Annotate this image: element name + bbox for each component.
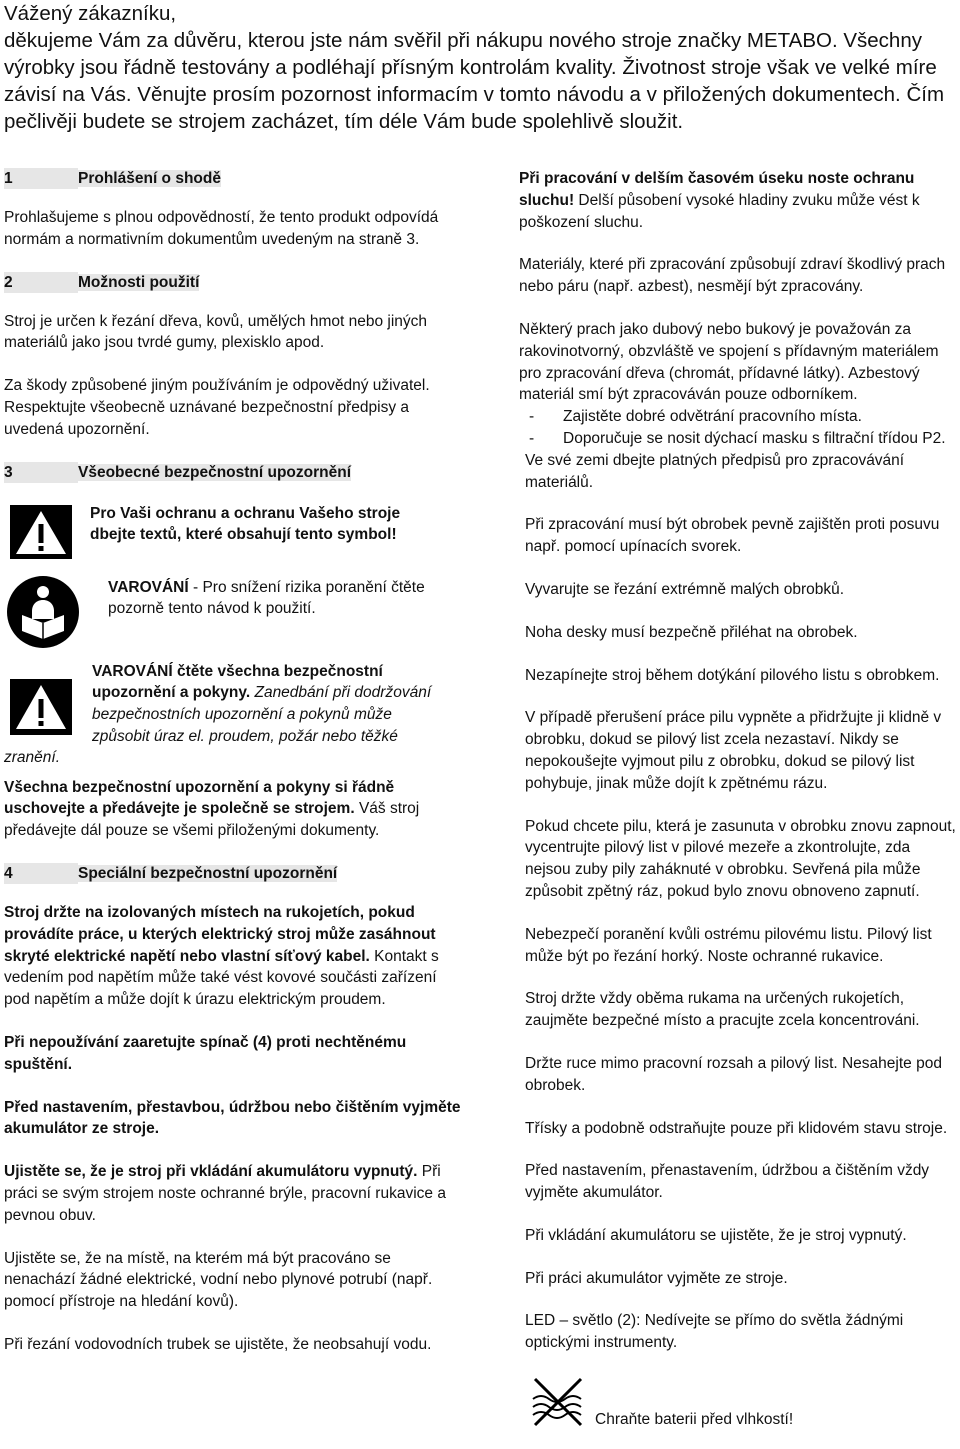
no-water-icon bbox=[529, 1375, 589, 1434]
right-p6: Noha desky musí bezpečně přiléhat na obrobek. bbox=[525, 623, 858, 641]
right-column bbox=[519, 168, 959, 1435]
section-4-p5: Ujistěte se, že na místě, na kterém má být pracováno se nenachází žádné elektrické, vodní nebo plynové potrubí (např. pomocí přístroje na hledání kovů). bbox=[4, 1249, 433, 1311]
right-p17: LED – světlo (2): Nedívejte se přímo do světla žádnými optickými instrumenty. bbox=[525, 1312, 904, 1352]
right-p15: Při vkládání akumulátoru se ujistěte, že je stroj vypnutý. bbox=[525, 1226, 907, 1244]
section-4-p6: Při řezání vodovodních trubek se ujistěte, že neobsahují vodu. bbox=[4, 1335, 432, 1353]
keep-instructions bbox=[4, 777, 464, 842]
right-p5: Vyvarujte se řezání extrémně malých obrobků. bbox=[525, 580, 845, 598]
right-p4: Při zpracování musí být obrobek pevně zajištěn proti posuvu např. pomocí upínacích svorek. bbox=[525, 516, 940, 556]
section-4-heading bbox=[4, 863, 464, 884]
section-3-number: 3 bbox=[4, 462, 78, 483]
symbol-1-text: Pro Vaši ochranu a ochranu Vašeho stroje dbejte textů, které obsahují tento symbol! bbox=[90, 504, 401, 544]
right-p11: Stroj držte vždy oběma rukama na určených rukojetích, zaujměte bezpečné místo a pracujte zcela koncentrováni. bbox=[525, 990, 920, 1030]
section-4-title: Speciální bezpečnostní upozornění bbox=[78, 864, 338, 882]
symbol-2-rest: - Pro snížení rizika poranění čtěte pozorně tento návod k použití. bbox=[108, 578, 425, 618]
battery-moisture-text: Chraňte baterii před vlhkostí! bbox=[595, 1411, 794, 1429]
symbol-row-2 bbox=[4, 569, 464, 649]
section-1-title: Prohlášení o shodě bbox=[78, 170, 221, 187]
section-4-p2: Při nepoužívání zaaretujte spínač (4) proti nechtěnému spuštění. bbox=[4, 1033, 407, 1073]
section-3-heading bbox=[4, 462, 464, 483]
section-4-p4-bold: Ujistěte se, že je stroj při vkládání akumulátoru vypnutý. bbox=[4, 1163, 418, 1181]
section-3-title: Všeobecné bezpečnostní upozornění bbox=[78, 463, 352, 481]
section-2-title: Možnosti použití bbox=[78, 273, 200, 291]
symbol-2-bold: VAROVÁNÍ bbox=[108, 578, 189, 596]
section-2-body-1: Stroj je určen k řezání dřeva, kovů, umělých hmot nebo jiných materiálů jako jsou tvrdé gumy, plexisklo apod. bbox=[4, 312, 428, 352]
right-p7: Nezapínejte stroj během dotýkání pilového listu s obrobkem. bbox=[525, 666, 940, 684]
list-item: - Doporučuje se nosit dýchací masku s filtrační třídou P2. bbox=[519, 428, 959, 450]
right-p14: Před nastavením, přenastavením, údržbou a čištěním vždy vyjměte akumulátor. bbox=[525, 1162, 930, 1202]
section-4-number: 4 bbox=[4, 863, 78, 884]
warning-triangle-icon bbox=[10, 505, 72, 564]
section-2-heading bbox=[4, 272, 464, 293]
intro-text: děkujeme Vám za důvěru, kterou jste nám svěřil při nákupu nového stroje značky METABO. Všechny výrobky jsou řádně testovány a podléhají přísným kontrolám kvality. Životnost stroje však ve velké míre závisí na Vás. Věnujte prosím pozornost informacím v tomto návodu a v přiložených dokumentech. Čím pečlivěji budete se strojem zacházet, tím déle Vám bude spolehlivě sloužit. bbox=[4, 29, 945, 133]
section-4-p1-text: Kontakt s vedením pod napětím může také vést kovové součásti zařízení pod napětím a může dojít k úrazu elektrickým proudem. bbox=[4, 947, 439, 1009]
section-4-p4-text: Při práci se svým strojem noste ochranné brýle, pracovní rukavice a pevnou obuv. bbox=[4, 1163, 446, 1224]
section-1-number: 1 bbox=[4, 168, 78, 189]
section-2-body-2: Za škody způsobené jiným používáním je odpovědný uživatel. Respektujte všeobecně uznávané bezpečnostní předpisy a uvedená upozornění. bbox=[4, 377, 430, 438]
list-item: - Zajistěte dobré odvětrání pracovního místa. bbox=[519, 406, 959, 428]
right-p2: Materiály, které při zpracování způsobují zdraví škodlivý prach nebo páru (např. azbest), nesmějí být zpracovány. bbox=[519, 256, 946, 296]
section-4-p4 bbox=[4, 1161, 464, 1226]
right-p16: Při práci akumulátor vyjměte ze stroje. bbox=[525, 1269, 788, 1287]
dash-list bbox=[519, 406, 959, 450]
right-p1-text: Delší působení vysoké hladiny zvuku může vést k poškození sluchu. bbox=[519, 191, 920, 231]
symbol-row-3 bbox=[4, 653, 464, 765]
left-column bbox=[4, 168, 464, 1356]
greeting: Vážený zákazníku, bbox=[4, 2, 177, 25]
right-p1-bold: Při pracování v delším časovém úseku noste ochranu sluchu! bbox=[519, 170, 915, 209]
symbol-3-text bbox=[92, 661, 442, 748]
symbol-2-text bbox=[108, 577, 448, 621]
section-2-number: 2 bbox=[4, 272, 78, 293]
section-4-p3: Před nastavením, přestavbou, údržbou nebo čištěním vyjměte akumulátor ze stroje. bbox=[4, 1098, 461, 1138]
intro bbox=[4, 0, 954, 135]
symbol-row-1 bbox=[4, 501, 464, 565]
right-p9: Pokud chcete pilu, která je zasunuta v obrobku znovu zapnout, vycentrujte pilový list v pilové mezeře a zkontrolujte, zda nejsou zuby pily zaháknuté v obrobku. Sevřená pila může způsobit zpětný ráz, pokud bylo znovu obnoveno zapnutí. bbox=[525, 817, 956, 900]
right-p3-after: Ve své zemi dbejte platných předpisů pro zpracovávání materiálů. bbox=[525, 451, 905, 491]
section-1-heading bbox=[4, 168, 464, 189]
warning-triangle-icon bbox=[10, 679, 72, 740]
read-manual-icon bbox=[6, 575, 80, 654]
symbol-3-italic: Zanedbání při dodržování bezpečnostních upozornění a pokynů může způsobit úraz el. proudem, požár nebo těžké bbox=[92, 684, 432, 745]
symbol-3-tail: zranění. bbox=[4, 748, 61, 766]
keep-instructions-text: Váš stroj předávejte dál pouze se všemi přiloženými dokumenty. bbox=[4, 800, 420, 840]
battery-moisture-row bbox=[525, 1375, 959, 1435]
keep-instructions-bold: Všechna bezpečnostní upozornění a pokyny si řádně uschovejte a předávejte je společně se strojem. bbox=[4, 778, 395, 818]
right-p12: Držte ruce mimo pracovní rozsah a pilový list. Nesahejte pod obrobek. bbox=[525, 1054, 942, 1094]
right-p8: V případě přerušení práce pilu vypněte a přidržujte ji klidně v obrobku, dokud se pilový list zcela nezastaví. Nikdy se nepokoušejte vyjmout pilu z obrobku, dokud se pilový list pohybuje, jinak může dojít k zpětnému rázu. bbox=[525, 709, 942, 792]
section-1-body: Prohlašujeme s plnou odpovědností, že tento produkt odpovídá normám a normativním dokumentům uvedeným na straně 3. bbox=[4, 209, 439, 248]
right-p10: Nebezpečí poranění kvůli ostrému pilovému listu. Pilový list může být po řezání horký. Noste ochranné rukavice. bbox=[525, 925, 932, 965]
section-4-p1-bold: Stroj držte na izolovaných místech na rukojetích, pokud provádíte práce, u kterých elektrický stroj může zasáhnout skryté elektrické napětí nebo vlastní síťový kabel. bbox=[4, 903, 436, 965]
right-p1 bbox=[519, 168, 959, 233]
right-p3: Některý prach jako dubový nebo bukový je považován za rakovinotvorný, obzvláště ve spojení s přídavným materiálem pro zpracování dřeva (chromát, přídavné látky). Azbestový materiál smí být zpracováván pouze odborníkem. bbox=[519, 320, 939, 404]
right-p13: Třísky a podobně odstraňujte pouze při klidovém stavu stroje. bbox=[525, 1119, 948, 1137]
symbol-3-bold: VAROVÁNÍ čtěte všechna bezpečnostní upozornění a pokyny. bbox=[92, 662, 383, 702]
section-4-p1 bbox=[4, 902, 464, 1011]
